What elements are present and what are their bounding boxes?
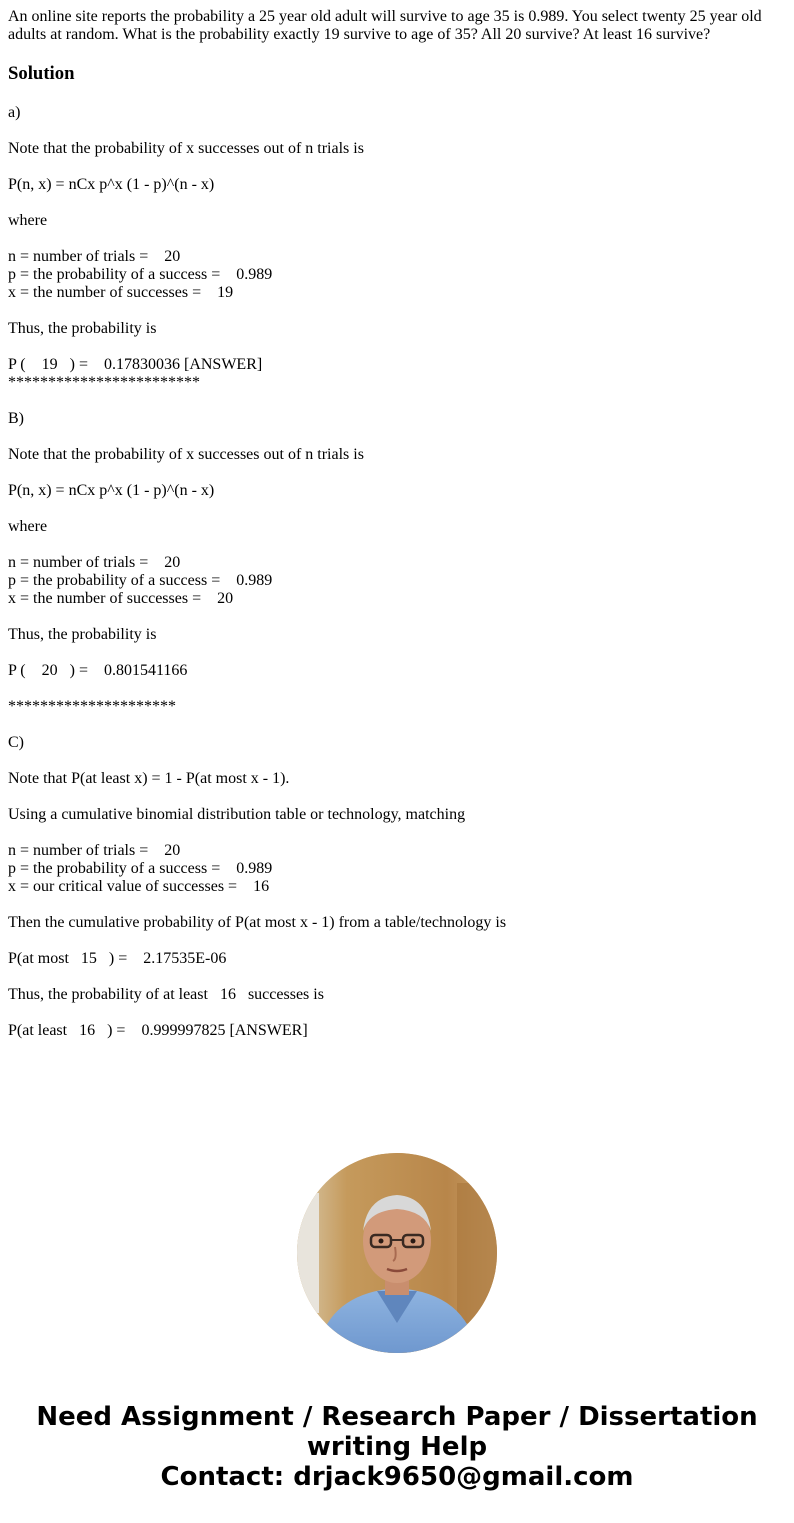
part-b-result: P ( 20 ) = 0.801541166 (8, 662, 188, 679)
part-c-p: p = the probability of a success = 0.989 (8, 860, 273, 877)
part-b-formula: P(n, x) = nCx p^x (1 - p)^(n - x) (8, 482, 215, 499)
solution-document (8, 8, 786, 1040)
part-b-thus: Thus, the probability is (8, 626, 157, 643)
part-c-result: P(at least 16 ) = 0.999997825 [ANSWER] (8, 1022, 308, 1039)
portrait-image (297, 1153, 497, 1353)
part-a-thus: Thus, the probability is (8, 320, 157, 337)
part-c-n: n = number of trials = 20 (8, 842, 181, 859)
part-c-note: Note that P(at least x) = 1 - P(at most x - 1). (8, 770, 290, 787)
part-b-separator: ********************* (8, 698, 176, 715)
part-b-label: B) (8, 410, 24, 427)
part-b-x: x = the number of successes = 20 (8, 590, 234, 607)
part-c-then: Then the cumulative probability of P(at most x - 1) from a table/technology is (8, 914, 507, 931)
part-b-n: n = number of trials = 20 (8, 554, 181, 571)
part-b-p: p = the probability of a success = 0.989 (8, 572, 273, 589)
part-b-where: where (8, 518, 48, 535)
part-b-note: Note that the probability of x successes out of n trials is (8, 446, 364, 463)
part-c-label: C) (8, 734, 24, 751)
question-text: An online site reports the probability a 25 year old adult will survive to age 35 is 0.989. You select twenty 25 year old adults at random. What is the probability exactly 19 survive to age of 35? All 20 survive? At least 16 survive? (8, 8, 762, 43)
author-portrait (297, 1153, 497, 1353)
footer-contact: Contact: drjack9650@gmail.com (160, 1462, 634, 1492)
part-a-x: x = the number of successes = 19 (8, 284, 234, 301)
promo-footer (0, 1402, 794, 1492)
part-a-label: a) (8, 104, 21, 121)
part-a-separator: ************************ (8, 374, 200, 391)
footer-line-2: writing Help (306, 1432, 488, 1462)
footer-line-1: Need Assignment / Research Paper / Dissertation (36, 1402, 758, 1432)
part-c-using: Using a cumulative binomial distribution table or technology, matching (8, 806, 466, 823)
part-a-result: P ( 19 ) = 0.17830036 [ANSWER] (8, 356, 263, 373)
solution-heading: Solution (8, 63, 75, 84)
part-a-where: where (8, 212, 48, 229)
part-c-thus: Thus, the probability of at least 16 successes is (8, 986, 324, 1003)
part-c-x: x = our critical value of successes = 16 (8, 878, 270, 895)
part-a-n: n = number of trials = 20 (8, 248, 181, 265)
part-a-note: Note that the probability of x successes out of n trials is (8, 140, 364, 157)
part-a-p: p = the probability of a success = 0.989 (8, 266, 273, 283)
part-a-formula: P(n, x) = nCx p^x (1 - p)^(n - x) (8, 176, 215, 193)
part-c-at-most: P(at most 15 ) = 2.17535E-06 (8, 950, 227, 967)
